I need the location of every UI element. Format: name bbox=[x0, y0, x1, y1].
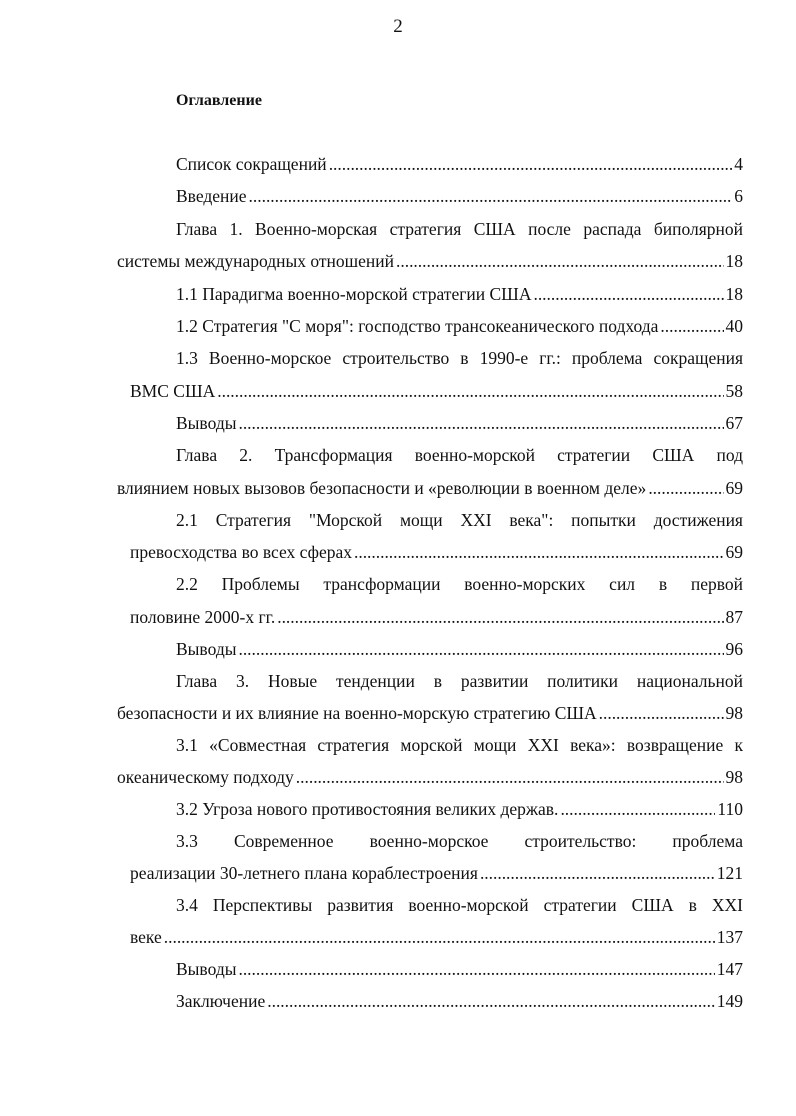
toc-entry-title: Список сокращений bbox=[176, 154, 327, 174]
toc-entry-title: превосходства во всех сферах bbox=[130, 542, 352, 562]
toc-entry-1-3[interactable] bbox=[130, 375, 743, 407]
leader-dots bbox=[296, 761, 724, 793]
toc-entry-chapter-1[interactable] bbox=[117, 245, 743, 277]
toc-entry-3-2[interactable] bbox=[176, 793, 743, 825]
toc-entry-title: океаническому подходу bbox=[117, 767, 294, 787]
toc-entry-title: Выводы bbox=[176, 959, 237, 979]
leader-dots bbox=[277, 601, 723, 633]
toc-entry-page: 58 bbox=[725, 381, 743, 401]
toc-entry-page: 67 bbox=[725, 413, 743, 433]
toc-entry-title: реализации 30-летнего плана кораблестроения bbox=[130, 863, 478, 883]
leader-dots bbox=[560, 793, 715, 825]
leader-dots bbox=[354, 536, 724, 568]
toc-entry-title: безопасности и их влияние на военно-морскую стратегию США bbox=[117, 703, 597, 723]
toc-entry-page: 96 bbox=[725, 639, 743, 659]
toc-entry-title: влиянием новых вызовов безопасности и «революции в военном деле» bbox=[117, 478, 647, 498]
toc-entry-page: 18 bbox=[725, 251, 743, 271]
leader-dots bbox=[480, 857, 715, 889]
leader-dots bbox=[648, 472, 723, 504]
toc-entry-title: системы международных отношений bbox=[117, 251, 395, 271]
toc-entry-3-3[interactable] bbox=[130, 857, 743, 889]
toc-entry-page: 6 bbox=[734, 186, 743, 206]
toc-entry-introduction[interactable] bbox=[176, 180, 743, 212]
toc-entry-title: Введение bbox=[176, 186, 247, 206]
toc-entry-page: 98 bbox=[725, 703, 743, 723]
leader-dots bbox=[238, 633, 723, 665]
toc-entry-page: 40 bbox=[725, 316, 743, 336]
toc-entry-page: 18 bbox=[725, 284, 743, 304]
leader-dots bbox=[267, 985, 715, 1017]
leader-dots bbox=[238, 407, 723, 439]
toc-entry-2-1[interactable] bbox=[130, 536, 743, 568]
toc-entry-title: 1.2 Стратегия "С моря": господство трансокеанического подхода bbox=[176, 316, 659, 336]
toc-entry-page: 87 bbox=[725, 607, 743, 627]
toc-entry-3-1-line1: 3.1 «Совместная стратегия морской мощи XXI века»: возвращение к bbox=[176, 735, 743, 755]
toc-title: Оглавление bbox=[176, 92, 262, 109]
toc-entry-chapter-3[interactable] bbox=[117, 697, 743, 729]
toc-entry-2-1-line1: 2.1 Стратегия "Морской мощи XXI века": попытки достижения bbox=[176, 510, 743, 530]
toc-entry-3-3-line1: 3.3 Современное военно-морское строительство: проблема bbox=[176, 831, 743, 851]
toc-entry-1-1[interactable] bbox=[176, 278, 743, 310]
toc-entry-chapter-1-line1: Глава 1. Военно-морская стратегия США после распада биполярной bbox=[176, 219, 743, 239]
toc-entry-page: 121 bbox=[716, 863, 743, 883]
toc-entry-title: половине 2000-х гг. bbox=[130, 607, 276, 627]
toc-entry-title: 3.2 Угроза нового противостояния великих держав. bbox=[176, 799, 559, 819]
toc-entry-conclusions-2[interactable] bbox=[176, 633, 743, 665]
toc-entry-2-2-line1: 2.2 Проблемы трансформации военно-морских сил в первой bbox=[176, 574, 743, 594]
toc-entry-chapter-2-line1: Глава 2. Трансформация военно-морской стратегии США под bbox=[176, 445, 743, 465]
toc-entry-conclusions-1[interactable] bbox=[176, 407, 743, 439]
toc-entry-chapter-2[interactable] bbox=[117, 472, 743, 504]
toc-entry-page: 110 bbox=[717, 799, 743, 819]
leader-dots bbox=[217, 375, 723, 407]
leader-dots bbox=[238, 953, 714, 985]
leader-dots bbox=[533, 278, 723, 310]
toc-entry-title: веке bbox=[130, 927, 162, 947]
toc-entry-page: 137 bbox=[716, 927, 743, 947]
toc-entry-3-1[interactable] bbox=[117, 761, 743, 793]
toc-entry-page: 69 bbox=[725, 478, 743, 498]
toc-entry-page: 4 bbox=[734, 154, 743, 174]
leader-dots bbox=[249, 180, 733, 212]
leader-dots bbox=[329, 148, 733, 180]
leader-dots bbox=[660, 310, 723, 342]
toc-entry-chapter-3-line1: Глава 3. Новые тенденции в развитии политики национальной bbox=[176, 671, 743, 691]
toc-entry-title: Заключение bbox=[176, 991, 266, 1011]
toc-entry-conclusion[interactable] bbox=[176, 985, 743, 1017]
leader-dots bbox=[164, 921, 715, 953]
leader-dots bbox=[396, 245, 723, 277]
toc-entry-page: 149 bbox=[716, 991, 743, 1011]
toc-entry-title: ВМС США bbox=[130, 381, 216, 401]
toc-entry-2-2[interactable] bbox=[130, 601, 743, 633]
toc-entry-1-2[interactable] bbox=[176, 310, 743, 342]
leader-dots bbox=[599, 697, 724, 729]
toc-entry-conclusions-3[interactable] bbox=[176, 953, 743, 985]
toc-entry-3-4[interactable] bbox=[130, 921, 743, 953]
toc-entry-page: 147 bbox=[716, 959, 743, 979]
toc-entry-title: Выводы bbox=[176, 639, 237, 659]
toc-entry-1-3-line1: 1.3 Военно-морское строительство в 1990-е гг.: проблема сокращения bbox=[176, 348, 743, 368]
page-number: 2 bbox=[393, 16, 403, 37]
toc-entry-page: 69 bbox=[725, 542, 743, 562]
toc-entry-title: Выводы bbox=[176, 413, 237, 433]
toc-entry-page: 98 bbox=[725, 767, 743, 787]
toc-entry-3-4-line1: 3.4 Перспективы развития военно-морской стратегии США в XXI bbox=[176, 895, 743, 915]
toc-entry-list-of-abbreviations[interactable] bbox=[176, 148, 743, 180]
toc-entry-title: 1.1 Парадигма военно-морской стратегии США bbox=[176, 284, 532, 304]
